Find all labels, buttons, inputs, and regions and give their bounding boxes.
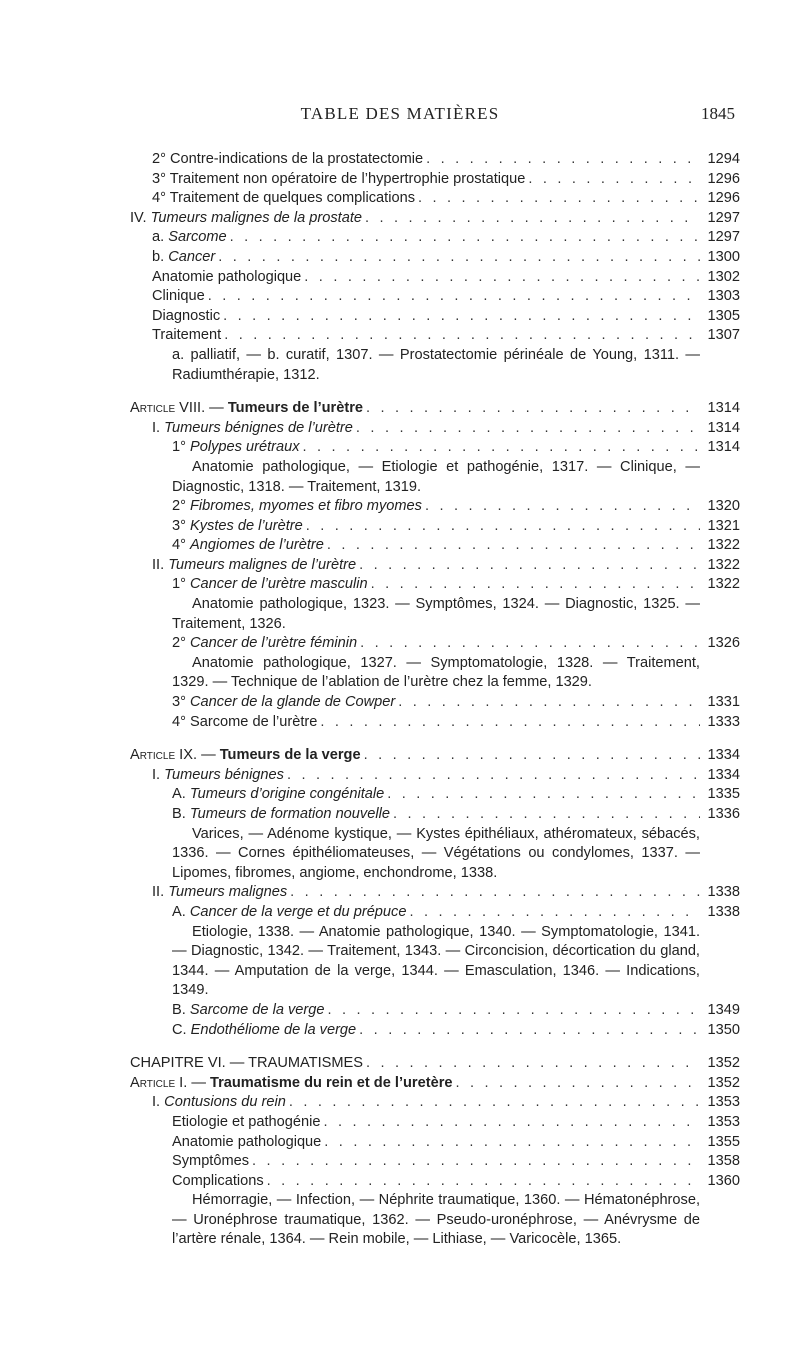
toc-entry-page: 1331 <box>707 694 740 711</box>
section-gap <box>0 732 800 746</box>
dot-leader <box>290 883 700 903</box>
toc-entry-page: 1321 <box>707 517 740 534</box>
dot-leader <box>371 575 700 595</box>
toc-entry[interactable] <box>152 189 740 209</box>
toc-entry-label: Etiologie et pathogénie <box>172 1113 321 1130</box>
toc-entry-page: 1302 <box>707 268 740 285</box>
toc-entry-page: 1314 <box>707 400 740 417</box>
toc-entry-label: I. Tumeurs bénignes <box>152 766 284 783</box>
toc-entry-label: 4° Sarcome de l’urètre <box>172 713 318 730</box>
dot-leader <box>303 438 700 458</box>
dot-leader <box>425 497 700 517</box>
toc-entry-label: B. Sarcome de la verge <box>172 1001 325 1018</box>
dot-leader <box>218 248 700 268</box>
toc-entry-page: 1322 <box>707 576 740 593</box>
dot-leader <box>393 805 700 825</box>
toc-entry-label: CHAPITRE VI. — TRAUMATISMES <box>130 1055 364 1072</box>
dot-leader <box>327 536 700 556</box>
toc-entry-page: 1322 <box>707 537 740 554</box>
entry-description: a. palliatif, — b. curatif, 1307. — Prostatectomie périnéale de Young, 1311. — Radiumthérapie, 1312. <box>172 346 700 383</box>
toc-entry-page: 1296 <box>707 170 740 187</box>
toc-entry-page: 1335 <box>707 786 740 803</box>
dot-leader <box>328 1001 700 1021</box>
toc-entry-label: 3° Kystes de l’urètre <box>172 517 303 534</box>
toc-entry-page: 1349 <box>707 1001 740 1018</box>
toc-entry[interactable] <box>152 307 740 327</box>
toc-entry[interactable] <box>172 634 740 654</box>
dot-leader <box>398 693 700 713</box>
toc-entry[interactable] <box>172 805 740 825</box>
toc-entry-label: 2° Cancer de l’urètre féminin <box>172 635 358 652</box>
toc-entry-label: Article I. — Traumatisme du rein et de l’uretère <box>130 1074 453 1091</box>
toc-entry-label: 4° Traitement de quelques complications <box>152 190 415 207</box>
toc-entry-page: 1326 <box>707 635 740 652</box>
toc-entry[interactable] <box>130 1074 740 1094</box>
toc-entry[interactable] <box>172 575 740 595</box>
toc-entry-label: 1° Cancer de l’urètre masculin <box>172 576 368 593</box>
toc-entry-page: 1338 <box>707 884 740 901</box>
toc-entry[interactable] <box>152 326 740 346</box>
toc-entry-label: Article VIII. — Tumeurs de l’urètre <box>130 400 363 417</box>
dot-leader <box>409 903 700 923</box>
dot-leader <box>287 766 700 786</box>
section-gap <box>0 385 800 399</box>
toc-entry[interactable] <box>172 713 740 733</box>
toc-entry-page: 1333 <box>707 713 740 730</box>
toc-entry[interactable] <box>130 399 740 419</box>
toc-entry[interactable] <box>152 150 740 170</box>
toc-entry[interactable] <box>172 1133 740 1153</box>
dot-leader <box>366 1054 700 1074</box>
toc-entry-label: II. Tumeurs malignes de l’urètre <box>152 556 357 573</box>
entry-description: Varices, — Adénome kystique, — Kystes épithéliaux, athéromateux, sébacés, 1336. — Cornes épithéliomateuses, — Végétations ou condylomes, 1337. — Lipomes, fibromes, angiome, enchondrome, 1338. <box>172 825 700 881</box>
dot-leader <box>366 399 700 419</box>
toc-entry[interactable] <box>172 785 740 805</box>
toc-entry-label: Clinique <box>152 288 205 305</box>
toc-entry-label: IV. Tumeurs malignes de la prostate <box>130 209 363 226</box>
toc-entry-label: C. Endothéliome de la verge <box>172 1021 357 1038</box>
toc-entry[interactable] <box>172 1021 740 1041</box>
toc-entry-page: 1322 <box>707 556 740 573</box>
toc-entry-label: Article IX. — Tumeurs de la verge <box>130 747 361 764</box>
toc-entry[interactable] <box>152 883 740 903</box>
toc-entry-page: 1352 <box>707 1055 740 1072</box>
toc-entry-page: 1353 <box>707 1113 740 1130</box>
toc-entry-label: B. Tumeurs de formation nouvelle <box>172 806 390 822</box>
toc-entry-label: a. Sarcome <box>152 229 227 246</box>
entry-description: Anatomie pathologique, 1323. — Symptômes, 1324. — Diagnostic, 1325. — Traitement, 1326. <box>172 596 700 632</box>
table-of-contents <box>0 150 800 1250</box>
toc-entry-label: 3° Traitement non opératoire de l’hypertrophie prostatique <box>152 170 526 187</box>
entry-description: Anatomie pathologique, — Etiologie et pathogénie, 1317. — Clinique, — Diagnostic, 1318. — Traitement, 1319. <box>172 458 700 495</box>
dot-leader <box>426 150 700 170</box>
toc-entry-page: 1334 <box>707 766 740 783</box>
toc-entry-label: 2° Contre-indications de la prostatectomie <box>152 151 424 167</box>
toc-entry-label: I. Contusions du rein <box>152 1094 286 1111</box>
toc-entry-page: 1320 <box>707 498 740 515</box>
toc-entry-page: 1358 <box>707 1153 740 1170</box>
toc-entry-label: A. Cancer de la verge et du prépuce <box>172 903 407 920</box>
toc-entry-page: 1296 <box>707 190 740 207</box>
toc-entry[interactable] <box>152 556 740 576</box>
toc-entry-label: I. Tumeurs bénignes de l’urètre <box>152 419 353 436</box>
toc-entry-page: 1305 <box>707 307 740 324</box>
toc-entry[interactable] <box>152 248 740 268</box>
toc-entry-page: 1353 <box>707 1094 740 1111</box>
toc-entry[interactable] <box>172 903 740 923</box>
toc-entry-label: Anatomie pathologique <box>172 1133 322 1150</box>
dot-leader <box>306 517 700 537</box>
toc-entry-page: 1297 <box>707 209 740 226</box>
toc-entry[interactable] <box>172 1152 740 1172</box>
toc-entry-label: 2° Fibromes, myomes et fibro myomes <box>172 498 422 515</box>
dot-leader <box>324 1113 701 1133</box>
dot-leader <box>364 746 700 766</box>
toc-entry[interactable] <box>152 228 740 248</box>
toc-entry-page: 1303 <box>707 288 740 305</box>
toc-entry-page: 1355 <box>707 1133 740 1150</box>
toc-entry[interactable] <box>172 1113 740 1133</box>
toc-entry[interactable] <box>172 1172 740 1192</box>
entry-description: Anatomie pathologique, 1327. — Symptomatologie, 1328. — Traitement, 1329. — Technique de l’ablation de l’urètre chez la femme, 1329. <box>172 654 700 691</box>
toc-entry[interactable] <box>130 209 740 229</box>
toc-entry-label: Complications <box>172 1172 264 1189</box>
entry-description: Etiologie, 1338. — Anatomie pathologique, 1340. — Symptomatologie, 1341. — Diagnostic, 1342. — Traitement, 1343. — Circoncision, décortication du gland, 1344. — Amputation de la verge, 1344. — Emasculation, 1346. — Indications, 1349. <box>172 923 700 999</box>
toc-entry[interactable] <box>152 287 740 307</box>
dot-leader <box>387 785 700 805</box>
toc-entry-label: Anatomie pathologique <box>152 268 302 285</box>
toc-entry-page: 1300 <box>707 248 740 265</box>
toc-entry-label: Diagnostic <box>152 307 221 324</box>
toc-entry-page: 1297 <box>707 229 740 246</box>
toc-entry-label: Symptômes <box>172 1153 250 1170</box>
dot-leader <box>365 209 700 229</box>
toc-entry-page: 1334 <box>707 747 740 764</box>
dot-leader <box>304 268 700 288</box>
toc-entry-page: 1338 <box>707 903 740 920</box>
toc-entry[interactable] <box>152 766 740 786</box>
page-header <box>0 104 800 126</box>
dot-leader <box>230 228 700 248</box>
toc-entry[interactable] <box>172 438 740 458</box>
dot-leader <box>528 170 700 190</box>
toc-entry-page: 1352 <box>707 1074 740 1091</box>
toc-entry[interactable] <box>172 536 740 556</box>
dot-leader <box>359 1021 700 1041</box>
entry-description: Hémorragie, — Infection, — Néphrite traumatique, 1360. — Hématonéphrose, — Uronéphrose traumatique, 1362. — Pseudo-uronéphrose, — Anévrysme de l’artère rénale, 1364. — Rein mobile, — Lithiase, — Varicocèle, 1365. <box>172 1192 700 1248</box>
toc-entry[interactable] <box>130 1054 740 1074</box>
toc-entry[interactable] <box>152 1093 740 1113</box>
toc-entry-label: II. Tumeurs malignes <box>152 884 288 901</box>
toc-entry[interactable] <box>172 693 740 713</box>
toc-entry[interactable] <box>152 419 740 439</box>
toc-entry-label: A. Tumeurs d’origine congénitale <box>172 786 385 803</box>
running-title: TABLE DES MATIÈRES <box>300 104 500 123</box>
dot-leader <box>223 307 700 327</box>
toc-entry-page: 1294 <box>707 151 740 167</box>
dot-leader <box>418 189 700 209</box>
page-number: 1845 <box>701 104 735 123</box>
toc-entry[interactable] <box>152 268 740 288</box>
dot-leader <box>360 634 700 654</box>
toc-entry-page: 1314 <box>707 439 740 456</box>
dot-leader <box>224 326 700 346</box>
dot-leader <box>252 1152 700 1172</box>
toc-entry-page: 1307 <box>707 327 740 344</box>
toc-entry-label: 3° Cancer de la glande de Cowper <box>172 694 396 711</box>
toc-entry[interactable] <box>172 1001 740 1021</box>
section-gap <box>0 1040 800 1054</box>
toc-entry[interactable] <box>152 170 740 190</box>
dot-leader <box>208 287 700 307</box>
dot-leader <box>359 556 700 576</box>
toc-entry-label: 1° Polypes urétraux <box>172 439 300 456</box>
dot-leader <box>455 1074 700 1094</box>
toc-entry[interactable] <box>130 746 740 766</box>
toc-entry-page: 1336 <box>707 806 740 822</box>
dot-leader <box>320 713 700 733</box>
toc-entry-page: 1350 <box>707 1021 740 1038</box>
dot-leader <box>324 1133 700 1153</box>
toc-entry[interactable] <box>172 497 740 517</box>
toc-entry-page: 1360 <box>707 1172 740 1189</box>
toc-entry-label: b. Cancer <box>152 248 216 265</box>
dot-leader <box>356 419 700 439</box>
toc-entry[interactable] <box>172 517 740 537</box>
toc-entry-label: 4° Angiomes de l’urètre <box>172 537 324 554</box>
dot-leader <box>289 1093 700 1113</box>
dot-leader <box>267 1172 700 1192</box>
toc-entry-label: Traitement <box>152 327 222 344</box>
toc-entry-page: 1314 <box>707 419 740 436</box>
